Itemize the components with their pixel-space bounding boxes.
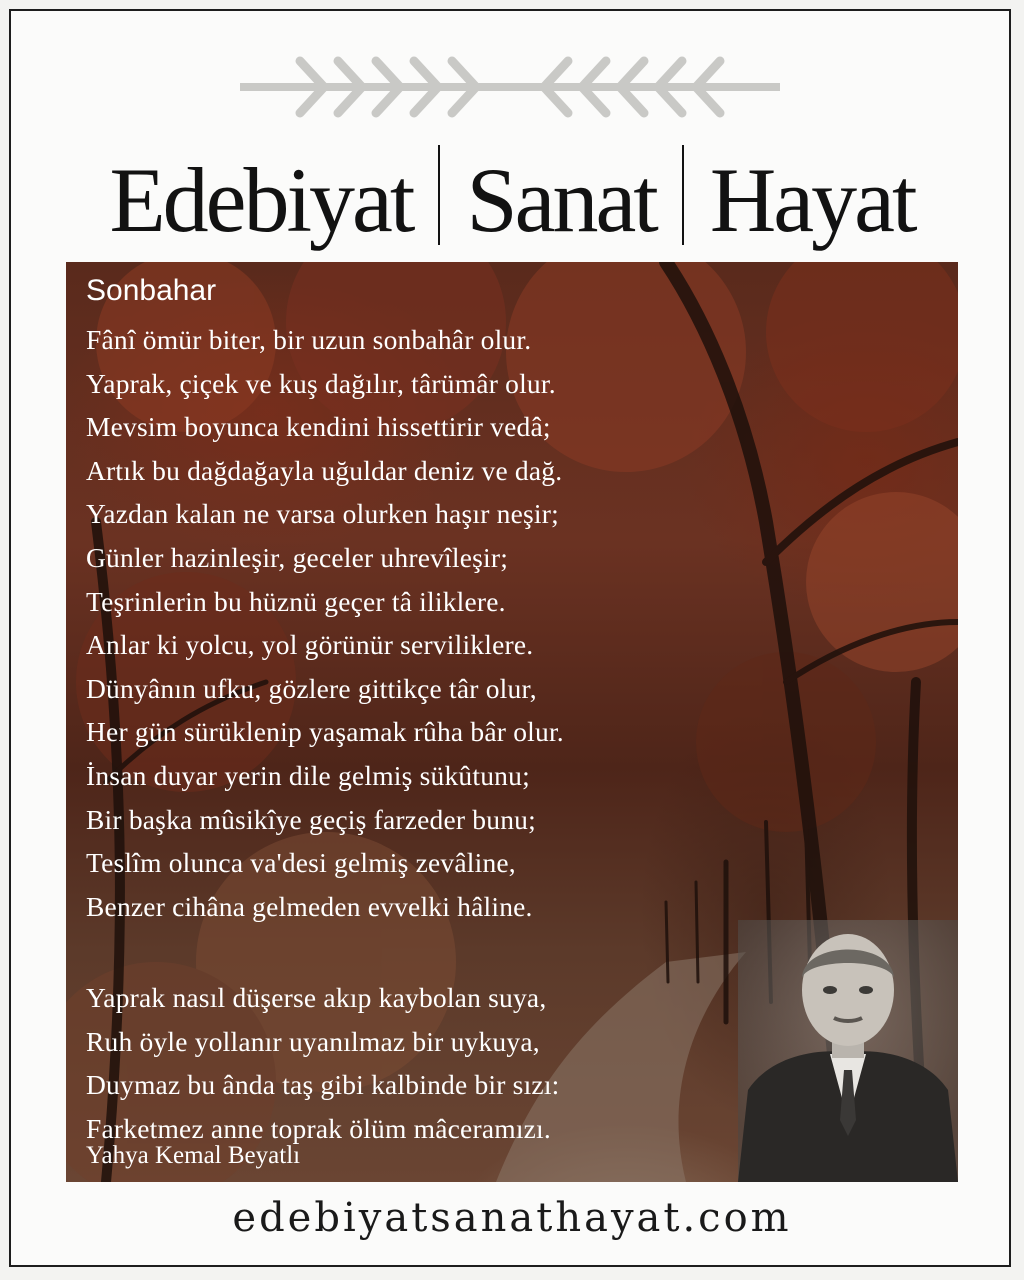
poem-line: Mevsim boyunca kendini hissettirir vedâ;: [86, 411, 551, 443]
site-title-part: Sanat: [466, 149, 656, 251]
poem-line: Günler hazinleşir, geceler uhrevîleşir;: [86, 541, 509, 573]
poem-line: Ruh öyle yollanır uyanılmaz bir uykuya,: [86, 1025, 540, 1057]
poem-line: Yaprak, çiçek ve kuş dağılır, târümâr olur.: [86, 367, 556, 399]
site-title: [0, 140, 1024, 260]
poem-stanza-1: [86, 318, 786, 928]
poem-line: Benzer cihâna gelmeden evvelki hâline.: [86, 890, 533, 922]
poem-line: İnsan duyar yerin dile gelmiş sükûtunu;: [86, 759, 530, 791]
poem-line: Farketmez anne toprak ölüm mâceramızı.: [86, 1112, 551, 1144]
poem-line: Duymaz bu ânda taş gibi kalbinde bir sızı:: [86, 1069, 560, 1101]
poem-line: Dünyânın ufku, gözlere gittikçe târ olur,: [86, 672, 537, 704]
poem-title: Sonbahar: [86, 274, 217, 307]
poem-line: Her gün sürüklenip yaşamak rûha bâr olur.: [86, 716, 564, 748]
poem-author: Yahya Kemal Beyatlı: [86, 1142, 301, 1169]
poem-line: Artık bu dağdağayla uğuldar deniz ve dağ.: [86, 454, 563, 486]
title-divider: [438, 145, 440, 245]
poem-card: [66, 262, 958, 1182]
laurel-branch-icon: [240, 55, 780, 119]
title-divider: [682, 145, 684, 245]
footer-site-url[interactable]: edebiyatsanathayat.com: [232, 1195, 792, 1241]
poem-line: Anlar ki yolcu, yol görünür serviliklere.: [86, 629, 534, 661]
poem-line: Teslîm olunca va'desi gelmiş zevâline,: [86, 847, 516, 879]
site-title-part: Hayat: [709, 149, 915, 251]
poem-line: Teşrinlerin bu hüznü geçer tâ iliklere.: [86, 585, 506, 617]
poem-line: Bir başka mûsikîye geçiş farzeder bunu;: [86, 803, 536, 835]
poem-line: Yazdan kalan ne varsa olurken haşır neşir;: [86, 498, 559, 530]
poem-stanza-2: [86, 976, 786, 1150]
poem-line: Yaprak nasıl düşerse akıp kaybolan suya,: [86, 982, 547, 1013]
author-portrait: [738, 920, 958, 1182]
site-title-part: Edebiyat: [109, 149, 413, 251]
poem-line: Fânî ömür biter, bir uzun sonbahâr olur.: [86, 324, 532, 355]
